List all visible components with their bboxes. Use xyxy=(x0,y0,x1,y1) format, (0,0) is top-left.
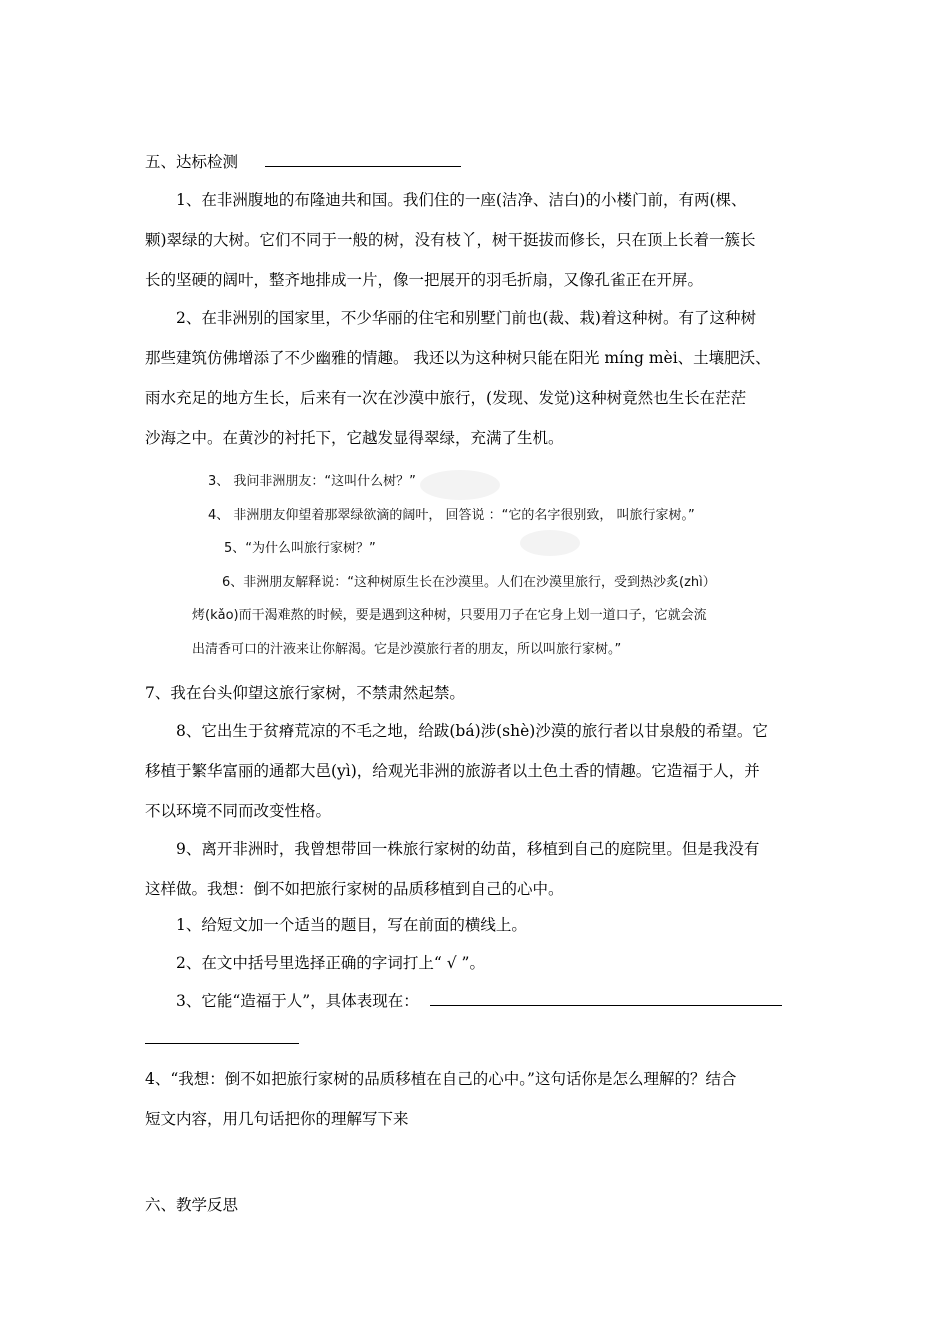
question-1: 1、给短文加一个适当的题目，写在前面的横线上。 xyxy=(176,916,527,934)
paragraph-1-line-3: 长的坚硬的阔叶，整齐地排成一片，像一把展开的羽毛折扇，又像孔雀正在开屏。 xyxy=(145,271,704,289)
image-line-6c: 出清香可口的汁液来让你解渴。它是沙漠旅行者的朋友，所以叫旅行家树。” xyxy=(192,642,622,657)
section-6-heading: 六、教学反思 xyxy=(145,1196,239,1214)
scan-smudge xyxy=(520,530,580,556)
paragraph-9-line-2: 这样做。我想：倒不如把旅行家树的品质移植到自己的心中。 xyxy=(145,880,564,898)
scan-smudge xyxy=(420,470,500,500)
paragraph-8-line-3: 不以环境不同而改变性格。 xyxy=(145,802,332,820)
paragraph-1-line-1: 1、在非洲腹地的布隆迪共和国。我们住的一座(洁净、洁白)的小楼门前，有两(棵、 xyxy=(176,191,747,209)
paragraph-2-line-4: 沙海之中。在黄沙的衬托下，它越发显得翠绿，充满了生机。 xyxy=(145,429,564,447)
paragraph-8-line-1: 8、它出生于贫瘠荒凉的不毛之地，给跋(bá)涉(shè)沙漠的旅行者以甘泉般的希望。它 xyxy=(176,722,768,740)
section-5-heading: 五、达标检测 xyxy=(145,153,239,171)
question-2: 2、在文中括号里选择正确的字词打上“ √ ”。 xyxy=(176,954,485,972)
paragraph-1-line-2: 颗)翠绿的大树。它们不同于一般的树，没有枝丫，树干挺拔而修长，只在顶上长着一簇长 xyxy=(145,231,756,249)
question-4-line-2: 短文内容，用几句话把你的理解写下来 xyxy=(145,1110,409,1128)
image-line-6a: 6、非洲朋友解释说：“这种树原生长在沙漠里。人们在沙漠里旅行，受到热沙炙(zhì） xyxy=(222,575,716,590)
paragraph-2-line-3: 雨水充足的地方生长，后来有一次在沙漠中旅行，(发现、发觉)这种树竟然也生长在茫茫 xyxy=(145,389,747,407)
section-5-heading-line xyxy=(145,152,461,172)
question-4-line-1: 4、“我想：倒不如把旅行家树的品质移植在自己的心中。”这句话你是怎么理解的？结合 xyxy=(145,1070,737,1088)
paragraph-7: 7、我在台头仰望这旅行家树，不禁肃然起禁。 xyxy=(145,684,465,702)
paragraph-9-line-1: 9、离开非洲时，我曾想带回一株旅行家树的幼苗，移植到自己的庭院里。但是我没有 xyxy=(176,840,760,858)
image-line-4: 4、 非洲朋友仰望着那翠绿欲滴的阔叶， 回答说 ：“它的名字很别致， 叫旅行家树。” xyxy=(208,508,695,523)
answer-blank-continuation xyxy=(145,1029,299,1049)
paragraph-8-line-2: 移植于繁华富丽的通都大邑(yì)，给观光非洲的旅游者以土色土香的情趣。它造福于人，并 xyxy=(145,762,760,780)
image-line-3: 3、 我问非洲朋友：“这叫什么树？” xyxy=(208,474,416,489)
image-line-5: 5、“为什么叫旅行家树？” xyxy=(224,541,376,556)
answer-blank-line xyxy=(145,1029,299,1044)
paragraph-2-line-1: 2、在非洲别的国家里，不少华丽的住宅和别墅门前也(裁、栽)着这种树。有了这种树 xyxy=(176,309,756,327)
question-3: 3、它能“造福于人”，具体表现在： xyxy=(176,992,419,1010)
title-blank-line xyxy=(265,152,461,167)
image-line-6b: 烤(kǎo)而干渴难熬的时候，要是遇到这种树，只要用刀子在它身上划一道口子，它就会流 xyxy=(192,608,707,623)
question-3-line xyxy=(176,991,782,1011)
paragraph-2-line-2: 那些建筑仿佛增添了不少幽雅的情趣。 我还以为这种树只能在阳光 míng mèi、土壤肥沃、 xyxy=(145,349,771,367)
answer-blank-line xyxy=(430,991,782,1006)
